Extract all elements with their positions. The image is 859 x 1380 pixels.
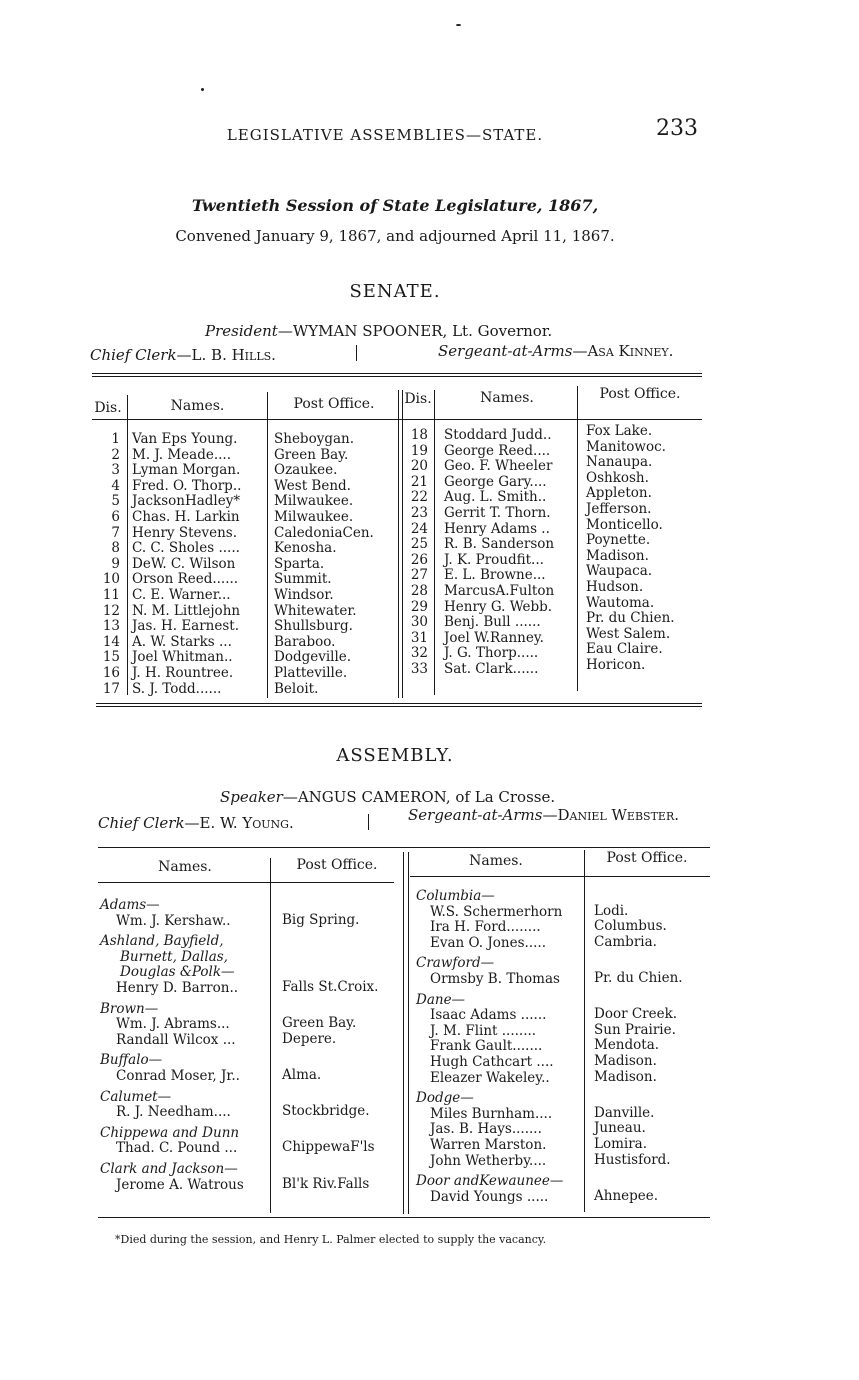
col-post-office: Post Office. bbox=[599, 386, 681, 402]
county-heading: Burnett, Dallas, bbox=[120, 948, 228, 965]
assembly-bottom-rule bbox=[98, 1217, 710, 1218]
post-office: Falls St.Croix. bbox=[282, 979, 379, 995]
district-number: 12 bbox=[102, 602, 120, 619]
post-office: Pr. du Chien. bbox=[586, 610, 675, 627]
session-title: Twentieth Session of State Legislature, 1867, bbox=[191, 196, 599, 215]
district-number: 29 bbox=[410, 598, 428, 615]
post-office: Door Creek. bbox=[594, 1006, 678, 1023]
senator-name: Joel Whitman.. bbox=[132, 649, 233, 666]
senate-bottom-rule bbox=[96, 703, 702, 704]
district-number: 33 bbox=[410, 661, 428, 677]
post-office: Hustisford. bbox=[594, 1151, 671, 1168]
clerk-name: —L. B. Hills. bbox=[176, 346, 276, 364]
president-label: President bbox=[205, 322, 278, 340]
post-office: Baraboo. bbox=[274, 633, 336, 650]
post-office: Pr. du Chien. bbox=[594, 970, 683, 986]
member-name: Ira H. Ford........ bbox=[430, 919, 541, 936]
member-name: Frank Gault....... bbox=[430, 1038, 543, 1055]
member-name: Henry D. Barron.. bbox=[116, 980, 239, 996]
senator-name: Fred. O. Thorp.. bbox=[132, 477, 242, 494]
post-office: Whitewater. bbox=[274, 602, 357, 619]
district-number: 4 bbox=[111, 477, 120, 494]
senator-name: Henry Adams .. bbox=[444, 520, 550, 537]
county-heading: Dodge— bbox=[416, 1090, 474, 1107]
post-office: Ozaukee. bbox=[274, 462, 338, 479]
post-office: Windsor. bbox=[274, 587, 334, 603]
senator-name: JacksonHadley* bbox=[132, 493, 241, 510]
speaker-label: Speaker bbox=[220, 788, 283, 806]
officer-divider bbox=[368, 814, 369, 830]
speaker-name: —ANGUS CAMERON, of La Crosse. bbox=[282, 788, 556, 806]
senator-name: J. H. Rountree. bbox=[132, 665, 234, 681]
senator-name: George Gary.... bbox=[444, 473, 547, 490]
district-number: 11 bbox=[102, 587, 120, 603]
senator-name: Aug. L. Smith.. bbox=[444, 489, 547, 506]
senator-name: Chas. H. Larkin bbox=[132, 509, 240, 525]
post-office: Madison. bbox=[586, 547, 649, 564]
senator-name: M. J. Meade.... bbox=[132, 446, 232, 463]
senator-name: Lyman Morgan. bbox=[132, 462, 241, 479]
district-number: 32 bbox=[410, 645, 428, 662]
col-dis: Dis. bbox=[404, 391, 432, 407]
col-post-office: Post Office. bbox=[293, 396, 375, 412]
member-name: Randall Wilcox ... bbox=[116, 1031, 236, 1048]
member-name: Ormsby B. Thomas bbox=[430, 971, 560, 987]
senator-name: Henry Stevens. bbox=[132, 524, 238, 541]
district-number: 9 bbox=[111, 555, 120, 572]
senator-name: R. B. Sanderson bbox=[444, 536, 555, 553]
post-office: West Salem. bbox=[586, 625, 671, 642]
post-office: Jefferson. bbox=[586, 501, 652, 517]
assembly-heading: ASSEMBLY. bbox=[336, 745, 454, 766]
district-number: 19 bbox=[410, 442, 428, 459]
post-office: Madison. bbox=[594, 1053, 657, 1069]
senator-name: C. E. Warner... bbox=[132, 587, 231, 603]
member-name: Jas. B. Hays....... bbox=[430, 1121, 542, 1138]
post-office: Beloit. bbox=[274, 680, 319, 697]
county-heading: Brown— bbox=[100, 1000, 159, 1017]
senate-header-rule bbox=[92, 419, 702, 420]
post-office: Green Bay. bbox=[274, 446, 349, 463]
sergeant-name: —Daniel Webster. bbox=[542, 806, 679, 824]
member-name: Miles Burnham.... bbox=[430, 1105, 553, 1122]
county-heading: Ashland, Bayfield, bbox=[100, 933, 224, 950]
assembly-top-rule bbox=[98, 847, 710, 848]
district-number: 21 bbox=[410, 473, 428, 490]
senator-name: Orson Reed...... bbox=[132, 571, 239, 588]
post-office: Manitowoc. bbox=[586, 438, 666, 455]
district-number: 30 bbox=[410, 614, 428, 631]
district-number: 13 bbox=[102, 618, 120, 635]
senate-col-divider bbox=[402, 390, 403, 698]
post-office: Fox Lake. bbox=[586, 423, 653, 439]
post-office: CaledoniaCen. bbox=[274, 524, 374, 541]
senator-name: Sat. Clark...... bbox=[444, 661, 539, 677]
senate-bottom-rule bbox=[96, 706, 702, 707]
post-office: Kenosha. bbox=[274, 540, 337, 557]
post-office: Oshkosh. bbox=[586, 469, 649, 486]
member-name: Thad. C. Pound ... bbox=[116, 1140, 238, 1157]
district-number: 17 bbox=[102, 680, 120, 697]
sergeant-label: Sergeant-at-Arms bbox=[438, 342, 573, 360]
senator-name: Henry G. Webb. bbox=[444, 598, 553, 615]
assembly-chief-clerk bbox=[98, 814, 294, 832]
senator-name: Joel W.Ranney. bbox=[444, 629, 544, 646]
assembly-col-divider bbox=[584, 850, 585, 1212]
district-number: 6 bbox=[111, 509, 120, 525]
assembly-col-divider bbox=[403, 852, 404, 1214]
member-name: Jerome A. Watrous bbox=[116, 1176, 244, 1193]
col-names: Names. bbox=[480, 390, 534, 406]
senator-name: N. M. Littlejohn bbox=[132, 602, 241, 619]
senator-name: Geo. F. Wheeler bbox=[444, 458, 553, 475]
district-number: 28 bbox=[410, 583, 428, 599]
session-dates: Convened January 9, 1867, and adjourned April 11, 1867. bbox=[175, 227, 615, 245]
post-office: Alma. bbox=[282, 1067, 322, 1083]
senator-name: DeW. C. Wilson bbox=[132, 555, 236, 572]
footnote: *Died during the session, and Henry L. Palmer elected to supply the vacancy. bbox=[115, 1233, 547, 1246]
district-number: 31 bbox=[410, 629, 428, 646]
clerk-label: Chief Clerk bbox=[98, 814, 185, 832]
member-name: W.S. Schermerhorn bbox=[430, 903, 563, 920]
post-office: Summit. bbox=[274, 571, 332, 588]
member-name: Eleazer Wakeley.. bbox=[430, 1069, 550, 1086]
member-name: John Wetherby.... bbox=[430, 1152, 547, 1169]
county-heading: Clark and Jackson— bbox=[100, 1161, 238, 1177]
member-name: J. M. Flint ........ bbox=[430, 1022, 537, 1039]
post-office: Nanaupa. bbox=[586, 454, 653, 471]
col-dis: Dis. bbox=[94, 400, 122, 416]
post-office: Mendota. bbox=[594, 1037, 660, 1054]
senator-name: Benj. Bull ...... bbox=[444, 614, 541, 631]
district-number: 16 bbox=[102, 665, 120, 681]
post-office: Green Bay. bbox=[282, 1015, 357, 1032]
ink-speck bbox=[456, 24, 461, 26]
district-number: 26 bbox=[410, 551, 428, 568]
senator-name: J. K. Proudfit... bbox=[444, 551, 544, 568]
county-heading: Douglas &Polk— bbox=[120, 964, 235, 981]
post-office: Eau Claire. bbox=[586, 641, 663, 658]
post-office: Milwaukee. bbox=[274, 509, 354, 525]
district-number: 14 bbox=[102, 633, 120, 650]
member-name: Conrad Moser, Jr.. bbox=[116, 1068, 240, 1084]
district-number: 7 bbox=[111, 524, 120, 541]
post-office: Hudson. bbox=[586, 579, 644, 595]
district-number: 18 bbox=[410, 427, 428, 443]
senator-name: Jas. H. Earnest. bbox=[132, 618, 240, 635]
col-names: Names. bbox=[170, 398, 225, 414]
senator-name: Van Eps Young. bbox=[132, 431, 238, 447]
senate-top-rule bbox=[92, 376, 702, 377]
senator-name: Stoddard Judd.. bbox=[444, 427, 552, 443]
post-office: Wautoma. bbox=[586, 594, 655, 611]
member-name: R. J. Needham.... bbox=[116, 1104, 231, 1121]
member-name: Hugh Cathcart .... bbox=[430, 1054, 554, 1070]
district-number: 5 bbox=[111, 493, 120, 510]
assembly-col-divider bbox=[408, 852, 409, 1214]
district-number: 22 bbox=[410, 489, 428, 506]
post-office: Columbus. bbox=[594, 918, 667, 935]
member-name: Wm. J. Abrams... bbox=[116, 1016, 230, 1033]
member-name: Warren Marston. bbox=[430, 1137, 547, 1153]
post-office: Sparta. bbox=[274, 555, 325, 572]
page-number: 233 bbox=[656, 116, 698, 141]
sergeant-label: Sergeant-at-Arms bbox=[408, 806, 543, 824]
post-office: Cambria. bbox=[594, 933, 657, 950]
member-name: David Youngs ..... bbox=[430, 1188, 549, 1205]
county-heading: Crawford— bbox=[416, 955, 495, 972]
post-office: Milwaukee. bbox=[274, 493, 354, 510]
post-office: Depere. bbox=[282, 1030, 337, 1047]
senate-col-divider bbox=[577, 386, 578, 691]
running-head: LEGISLATIVE ASSEMBLIES—STATE. bbox=[226, 126, 544, 144]
county-heading: Dane— bbox=[416, 991, 466, 1008]
clerk-name: —E. W. Young. bbox=[184, 814, 294, 832]
senator-name: Gerrit T. Thorn. bbox=[444, 505, 551, 521]
col-post-office: Post Office. bbox=[296, 857, 378, 873]
post-office: Horicon. bbox=[586, 657, 646, 673]
post-office: Poynette. bbox=[586, 532, 651, 549]
post-office: Ahnepee. bbox=[594, 1187, 659, 1204]
post-office: Bl'k Riv.Falls bbox=[282, 1175, 370, 1192]
officer-divider bbox=[356, 345, 357, 361]
county-heading: Door andKewaunee— bbox=[416, 1173, 564, 1190]
district-number: 15 bbox=[102, 649, 120, 666]
assembly-header-rule bbox=[410, 876, 710, 877]
post-office: Appleton. bbox=[586, 485, 652, 502]
senate-heading: SENATE. bbox=[349, 281, 441, 302]
assembly-speaker bbox=[220, 788, 555, 806]
county-heading: Chippewa and Dunn bbox=[100, 1124, 240, 1141]
post-office: ChippewaF'ls bbox=[282, 1139, 375, 1156]
district-number: 3 bbox=[111, 462, 120, 479]
post-office: Monticello. bbox=[586, 516, 663, 533]
assembly-sergeant bbox=[408, 806, 679, 824]
county-heading: Buffalo— bbox=[100, 1052, 163, 1069]
senate-president bbox=[205, 322, 552, 340]
senator-name: E. L. Browne... bbox=[444, 567, 546, 584]
post-office: Dodgeville. bbox=[274, 649, 352, 666]
post-office: Lodi. bbox=[594, 902, 629, 919]
county-heading: Calumet— bbox=[100, 1088, 172, 1105]
senate-col-divider bbox=[127, 395, 128, 695]
post-office: Shullsburg. bbox=[274, 618, 353, 635]
col-names: Names. bbox=[469, 853, 523, 869]
district-number: 25 bbox=[410, 536, 428, 553]
member-name: Evan O. Jones..... bbox=[430, 934, 546, 951]
ink-speck bbox=[201, 88, 204, 91]
member-name: Wm. J. Kershaw.. bbox=[116, 912, 231, 929]
district-number: 1 bbox=[111, 431, 120, 447]
post-office: Big Spring. bbox=[282, 911, 360, 928]
assembly-header-rule bbox=[98, 882, 394, 883]
post-office: West Bend. bbox=[274, 477, 351, 494]
district-number: 2 bbox=[111, 446, 120, 463]
district-number: 10 bbox=[102, 571, 120, 588]
post-office: Madison. bbox=[594, 1068, 657, 1085]
president-name: —WYMAN SPOONER, Lt. Governor. bbox=[277, 322, 553, 340]
sergeant-name: —Asa Kinney. bbox=[572, 342, 674, 360]
district-number: 23 bbox=[410, 505, 428, 521]
post-office: Stockbridge. bbox=[282, 1103, 370, 1120]
district-number: 8 bbox=[111, 540, 120, 557]
senate-top-rule bbox=[92, 373, 702, 374]
district-number: 24 bbox=[410, 520, 428, 537]
member-name: Isaac Adams ...... bbox=[430, 1007, 547, 1024]
senate-sergeant bbox=[438, 342, 673, 360]
district-number: 27 bbox=[410, 567, 428, 584]
senate-col-divider bbox=[267, 392, 268, 698]
senator-name: J. G. Thorp..... bbox=[444, 645, 539, 662]
post-office: Platteville. bbox=[274, 665, 348, 681]
assembly-col-divider bbox=[270, 858, 271, 1213]
senator-name: A. W. Starks ... bbox=[132, 633, 232, 650]
post-office: Sheboygan. bbox=[274, 431, 355, 447]
col-post-office: Post Office. bbox=[606, 850, 688, 866]
county-heading: Adams— bbox=[100, 897, 160, 913]
senator-name: C. C. Sholes ..... bbox=[132, 540, 240, 557]
senate-col-divider bbox=[434, 390, 435, 695]
district-number: 20 bbox=[410, 458, 428, 475]
senate-chief-clerk bbox=[90, 346, 276, 364]
senator-name: S. J. Todd...... bbox=[132, 680, 222, 697]
post-office: Danville. bbox=[594, 1104, 655, 1121]
post-office: Lomira. bbox=[594, 1136, 648, 1152]
post-office: Waupaca. bbox=[586, 563, 653, 580]
senator-name: MarcusA.Fulton bbox=[444, 583, 555, 599]
clerk-label: Chief Clerk bbox=[90, 346, 177, 364]
senator-name: George Reed.... bbox=[444, 442, 551, 459]
post-office: Juneau. bbox=[594, 1120, 646, 1137]
county-heading: Columbia— bbox=[416, 888, 495, 904]
post-office: Sun Prairie. bbox=[594, 1021, 676, 1038]
col-names: Names. bbox=[158, 859, 212, 875]
senate-col-divider bbox=[398, 390, 399, 698]
